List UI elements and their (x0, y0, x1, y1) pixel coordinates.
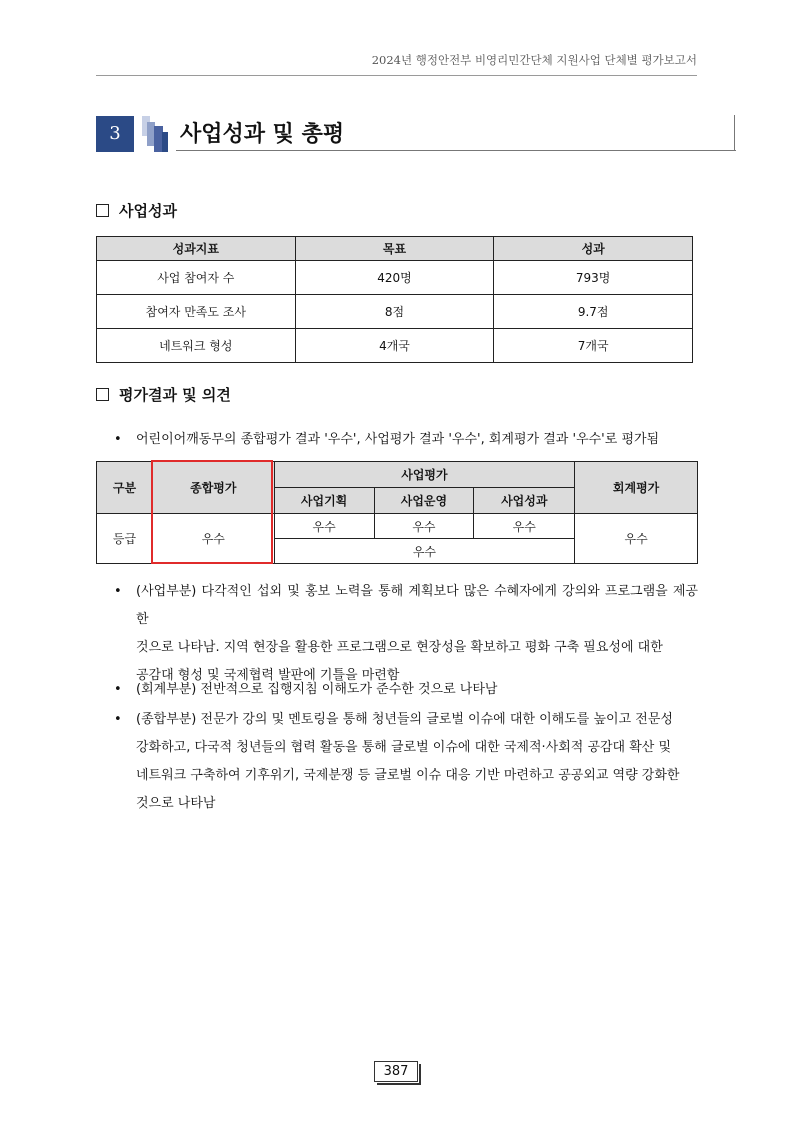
section-number-badge: 3 (96, 116, 134, 152)
table-cell: 8점 (295, 295, 494, 329)
section-title-underline (176, 150, 736, 151)
table-cell: 7개국 (494, 329, 693, 363)
subheading-evaluation-label: 평가결과 및 의견 (119, 386, 231, 404)
table-row (97, 514, 698, 539)
table-header-row (97, 462, 698, 488)
table-header-row (97, 237, 693, 261)
comment-line: (회계부분) 전반적으로 집행지침 이해도가 준수한 것으로 나타남 (136, 682, 498, 697)
cell-business-total-grade: 우수 (274, 539, 574, 564)
running-header: 2024년 행정안전부 비영리민간단체 지원사업 단체별 평가보고서 (371, 53, 697, 67)
column-header: 성과지표 (97, 237, 296, 261)
table-cell: 420명 (295, 261, 494, 295)
subheading-evaluation (96, 384, 231, 405)
comment-accounting (114, 676, 698, 704)
cell-operation-grade: 우수 (374, 514, 474, 539)
comment-overall (114, 706, 698, 818)
row-label-grade: 등급 (97, 514, 153, 564)
section-title-end-mark (734, 115, 735, 151)
comment-business (114, 578, 698, 690)
bullet-icon: • (114, 432, 122, 447)
comment-line: (종합부분) 전문가 강의 및 멘토링을 통해 청년들의 글로벌 이슈에 대한 이해도를 높이고 전문성 (136, 712, 673, 727)
bullet-icon: • (114, 584, 122, 599)
table-row (97, 295, 693, 329)
checkbox-square-icon (96, 388, 109, 401)
table-cell: 4개국 (295, 329, 494, 363)
table-cell: 네트워크 형성 (97, 329, 296, 363)
cell-accounting-grade: 우수 (575, 514, 698, 564)
bullet-icon: • (114, 682, 122, 697)
header-divider (96, 75, 697, 76)
comment-line: 것으로 나타남 (136, 796, 216, 811)
section-title: 사업성과 및 총평 (180, 121, 345, 147)
bullet-icon: • (114, 712, 122, 727)
header-overall: 종합평가 (152, 462, 274, 514)
table-cell: 참여자 만족도 조사 (97, 295, 296, 329)
comment-line: 네트워크 구축하여 기후위기, 국제분쟁 등 글로벌 이슈 대응 기반 마련하고 공공외교 역량 강화한 (136, 768, 680, 783)
cell-planning-grade: 우수 (274, 514, 374, 539)
evaluation-summary (114, 428, 659, 447)
table-cell: 793명 (494, 261, 693, 295)
cell-result-grade: 우수 (474, 514, 575, 539)
header-operation: 사업운영 (374, 488, 474, 514)
header-result: 사업성과 (474, 488, 575, 514)
header-accounting: 회계평가 (575, 462, 698, 514)
checkbox-square-icon (96, 204, 109, 217)
column-header: 목표 (295, 237, 494, 261)
comment-line: 공감대 형성 및 국제협력 발판에 기틀을 마련함 (136, 668, 400, 683)
evaluation-table (96, 461, 698, 564)
evaluation-summary-text: 어린이어깨동무의 종합평가 결과 '우수', 사업평가 결과 '우수', 회계평가 결과 '우수'로 평가됨 (136, 432, 660, 447)
page-number: 387 (374, 1061, 418, 1082)
table-cell: 사업 참여자 수 (97, 261, 296, 295)
section-decoration-icon (142, 116, 170, 152)
comment-line: 강화하고, 다국적 청년들의 협력 활동을 통해 글로벌 이슈에 대한 국제적·사회적 공감대 확산 및 (136, 740, 672, 755)
comment-line: 것으로 나타남. 지역 현장을 활용한 프로그램으로 현장성을 확보하고 평화 구축 필요성에 대한 (136, 640, 663, 655)
performance-table (96, 236, 693, 363)
header-planning: 사업기획 (274, 488, 374, 514)
table-cell: 9.7점 (494, 295, 693, 329)
column-header: 성과 (494, 237, 693, 261)
table-row (97, 329, 693, 363)
table-row (97, 261, 693, 295)
comment-line: (사업부분) 다각적인 섭외 및 홍보 노력을 통해 계획보다 많은 수혜자에게 강의와 프로그램을 제공한 (136, 584, 698, 627)
subheading-performance-label: 사업성과 (119, 202, 177, 220)
header-business: 사업평가 (274, 462, 574, 488)
cell-overall-grade: 우수 (152, 514, 274, 564)
subheading-performance (96, 200, 177, 221)
header-category: 구분 (97, 462, 153, 514)
